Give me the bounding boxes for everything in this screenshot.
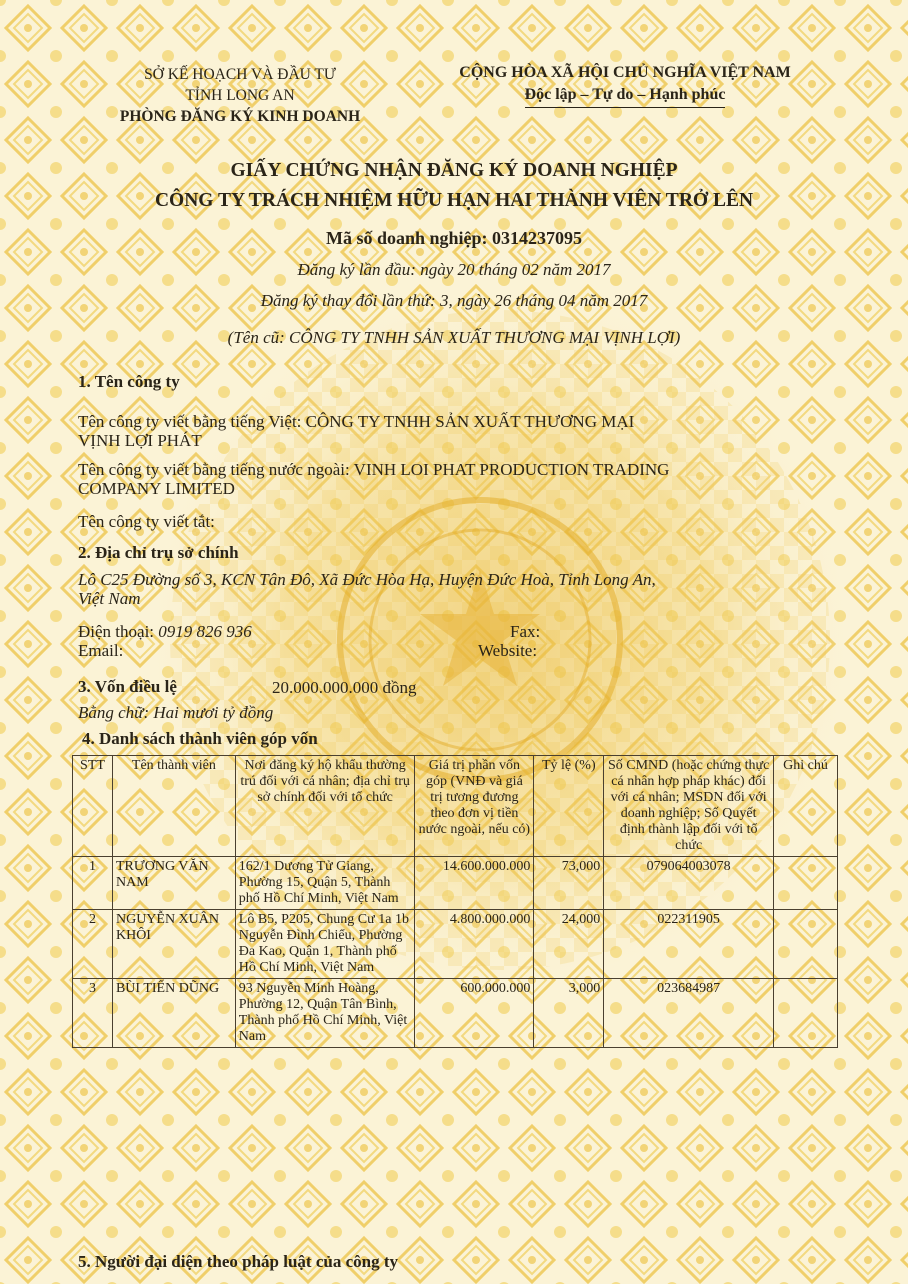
row-capital: 600.000.000 — [415, 979, 534, 1048]
national-motto: Độc lập – Tự do – Hạnh phúc — [525, 84, 726, 108]
address-line-2: Việt Nam — [78, 589, 141, 608]
national-title: CỘNG HÒA XÃ HỘI CHỦ NGHĨA VIỆT NAM — [459, 64, 791, 81]
head-office-address — [78, 570, 868, 608]
row-address: 162/1 Dương Tử Giang, Phường 15, Quận 5, Thành phố Hồ Chí Minh, Việt Nam — [235, 857, 415, 910]
charter-capital-amount: 20.000.000.000 đồng — [272, 678, 417, 697]
row-ratio: 24,000 — [534, 910, 604, 979]
header-stt: STT — [73, 756, 113, 857]
old-company-name: (Tên cũ: CÔNG TY TNHH SẢN XUẤT THƯƠNG MẠI VỊNH LỢI) — [227, 328, 681, 347]
foreign-name-label: Tên công ty viết bằng tiếng nước ngoài: — [78, 460, 354, 479]
row-capital: 4.800.000.000 — [415, 910, 534, 979]
charter-capital-in-words: Bằng chữ: Hai mươi tỷ đồng — [78, 703, 274, 722]
certificate-title: GIẤY CHỨNG NHẬN ĐĂNG KÝ DOANH NGHIỆP — [230, 160, 678, 181]
row-note — [774, 857, 838, 910]
header-address: Nơi đăng ký hộ khẩu thường trú đối với cá nhân; địa chỉ trụ sở chính đối với tổ chức — [235, 756, 415, 857]
header-id-number: Số CMND (hoặc chứng thực cá nhân hợp pháp khác) đối với cá nhân; MSDN đối với doanh nghiệp; Số Quyết định thành lập đối với tổ chức — [604, 756, 774, 857]
phone-value: 0919 826 936 — [158, 622, 252, 641]
row-id-number: 022311905 — [604, 910, 774, 979]
issuer-line-3: PHÒNG ĐĂNG KÝ KINH DOANH — [119, 108, 361, 125]
table-row — [73, 979, 838, 1048]
row-address: 93 Nguyễn Minh Hoàng, Phường 12, Quận Tân Bình, Thành phố Hồ Chí Minh, Việt Nam — [235, 979, 415, 1048]
members-table — [72, 755, 838, 1048]
row-stt: 3 — [73, 979, 113, 1048]
national-header — [415, 62, 835, 108]
row-stt: 2 — [73, 910, 113, 979]
section-4-heading: 4. Danh sách thành viên góp vốn — [82, 729, 318, 748]
section-3-heading: 3. Vốn điều lệ — [78, 677, 177, 696]
section-2-heading: 2. Địa chỉ trụ sở chính — [78, 543, 239, 562]
address-line-1: Lô C25 Đường số 3, KCN Tân Đô, Xã Đức Hòa Hạ, Huyện Đức Hoà, Tỉnh Long An, — [78, 570, 656, 589]
foreign-name-value-1: VINH LOI PHAT PRODUCTION TRADING — [353, 460, 670, 479]
fax-label: Fax: — [510, 622, 541, 641]
header-note: Ghi chú — [774, 756, 838, 857]
company-name-vietnamese — [78, 412, 858, 450]
section-5-heading: 5. Người đại diện theo pháp luật của công ty — [78, 1252, 398, 1271]
row-address: Lô B5, P205, Chung Cư 1a 1b Nguyễn Đình Chiểu, Phường Đa Kao, Quận 1, Thành phố Hồ Chí Minh, Việt Nam — [235, 910, 415, 979]
company-type: CÔNG TY TRÁCH NHIỆM HỮU HẠN HAI THÀNH VIÊN TRỞ LÊN — [154, 190, 754, 211]
row-ratio: 3,000 — [534, 979, 604, 1048]
row-note — [774, 910, 838, 979]
row-note — [774, 979, 838, 1048]
viet-name-value-2: VỊNH LỢI PHÁT — [78, 431, 202, 450]
issuer-line-1: SỞ KẾ HOẠCH VÀ ĐẦU TƯ — [144, 66, 336, 83]
table-row — [73, 910, 838, 979]
viet-name-label: Tên công ty viết bằng tiếng Việt: — [78, 412, 306, 431]
row-ratio: 73,000 — [534, 857, 604, 910]
row-member-name: TRƯƠNG VĂN NAM — [112, 857, 235, 910]
company-short-name: Tên công ty viết tắt: — [78, 512, 215, 531]
row-member-name: BÙI TIẾN DŨNG — [112, 979, 235, 1048]
issuer-line-2: TỈNH LONG AN — [185, 87, 295, 104]
website-label: Website: — [478, 641, 538, 660]
email-label: Email: — [78, 641, 124, 660]
phone-row — [78, 622, 252, 641]
viet-name-value-1: CÔNG TY TNHH SẢN XUẤT THƯƠNG MẠI — [305, 412, 635, 431]
phone-label: Điện thoại: — [78, 622, 159, 641]
row-id-number: 079064003078 — [604, 857, 774, 910]
row-capital: 14.600.000.000 — [415, 857, 534, 910]
row-member-name: NGUYỄN XUÂN KHÔI — [112, 910, 235, 979]
header-capital: Giá trị phần vốn góp (VNĐ và giá trị tương đương theo đơn vị tiền nước ngoài, nếu có) — [415, 756, 534, 857]
change-registration: Đăng ký thay đổi lần thứ: 3, ngày 26 tháng 04 năm 2017 — [260, 291, 648, 310]
row-id-number: 023684987 — [604, 979, 774, 1048]
foreign-name-value-2: COMPANY LIMITED — [78, 479, 235, 498]
table-header-row — [73, 756, 838, 857]
company-name-foreign — [78, 460, 868, 498]
section-1-heading: 1. Tên công ty — [78, 372, 180, 391]
row-stt: 1 — [73, 857, 113, 910]
business-code: Mã số doanh nghiệp: 0314237095 — [325, 228, 583, 248]
table-row — [73, 857, 838, 910]
first-registration: Đăng ký lần đầu: ngày 20 tháng 02 năm 2017 — [297, 260, 611, 279]
header-member-name: Tên thành viên — [112, 756, 235, 857]
header-ratio: Tỷ lệ (%) — [534, 756, 604, 857]
issuer-block — [75, 64, 405, 127]
